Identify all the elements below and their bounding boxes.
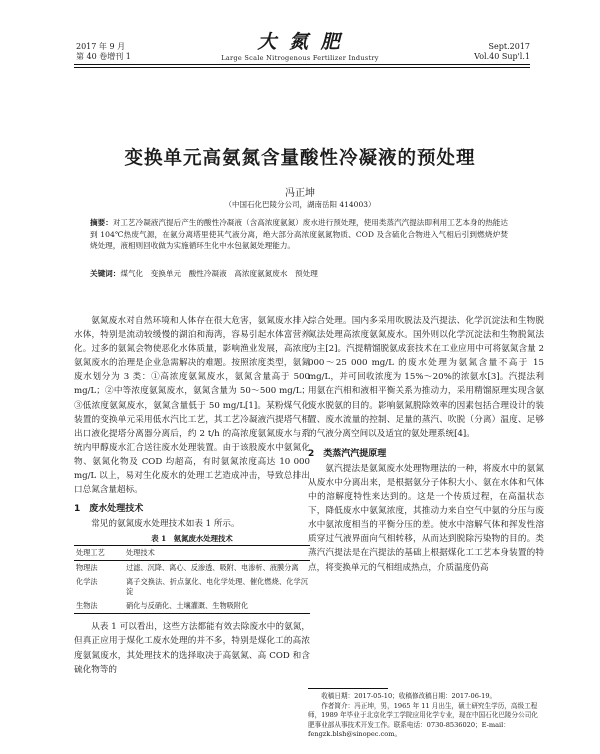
continued-paragraph: 综合处理。国内多采用吹脱法及汽提法、化学沉淀法和生物脱氮法处理高浓度氨氮废水。国外则以化学沉淀法和生物脱氮法为主[2]。汽提精馏脱氨成套技术在工业应用中可将氨氮含量 2 000～25 000 mg/L 的废水处理为氨氮含量不高于 15 mg/L，并可回收浓度为 15%～20%的浓氨水[3]。汽提法利用氨在汽相和液相平衡关系为推动力，采用精馏原理实现含氨废水脱氨的目的。影响氨氮脱除效率的因素包括合理设计的装置、废水流量的控制、足量的蒸汽、吹脱（分离）温度、足够的气液分离空间以及适宜的氨处理系统[4]。 — [308, 316, 544, 439]
article-affiliation: （中国石化巴陵分公司，湖南岳阳 414003） — [224, 200, 376, 209]
journal-subtitle: Large Scale Nitrogenous Fertilizer Industry — [221, 54, 379, 62]
header-volume: 第 40 卷增刊 1 — [76, 52, 131, 61]
table-1 — [74, 545, 310, 614]
section-1-paragraph-2: 从表 1 可以看出，这些方法都能有效去除废水中的氨氮，但真正应用于煤化工废水处理的并不多，特别是煤化工的高浓度氨氮废水，其处理技术的选择取决于高氨氮、高 COD 和含硫化物等的 — [74, 622, 310, 675]
journal-masthead — [200, 32, 400, 62]
table-row — [74, 561, 310, 576]
table-cell: 过滤、沉降、离心、反渗透、吸附、电渗析、液膜分离 — [126, 563, 299, 573]
footnote-author-bio: 作者简介：冯正坤，男，1965 年 11 月出生，硕士研究生学历，高级工程师，1989 年毕业于北京化学工学院应用化学专业，现在中国石化巴陵分公司化肥事业部从事技术开发工作。联系电话：0730-8536020；E-mail：fengzk.blsh@sinopec.com。 — [308, 701, 538, 739]
footnote-rule — [308, 688, 388, 689]
section-1-heading: 1 废水处理技术 — [74, 504, 144, 515]
running-header-right — [474, 42, 530, 62]
table-cell: 硝化与反硝化、土壤灌溉、生物吸附化 — [124, 599, 310, 614]
right-column — [308, 314, 544, 575]
footnote — [308, 692, 544, 740]
header-volume-en: Vol.40 Sup'l.1 — [474, 52, 530, 61]
section-1-paragraph: 常见的氨氮废水处理技术如表 1 所示。 — [91, 519, 240, 530]
journal-title: 大 氮 肥 — [257, 31, 343, 53]
abstract-text: 对工艺冷凝液汽提后产生的酸性冷凝液（含高浓度氨氮）废水进行预处理，使用类蒸汽汽提法即利用工艺本身的热能达到 104℃热废气源，在氨分离塔里使其气液分离，绝大部分高浓度氨氮物质、COD 及含硫化合物进入气相后引到燃烧炉焚烧处理，液相则回收做为实施循环生化中水包氨氮处理能力。 — [90, 218, 509, 250]
table-cell: 物理法 — [76, 563, 98, 573]
table-row — [74, 599, 310, 614]
table-cell: 生物法 — [74, 599, 124, 614]
left-column — [74, 314, 310, 677]
table-cell: 离子交换法、折点氯化、电化学处理、催化燃烧、化学沉淀 — [126, 577, 308, 597]
keywords-text: 煤气化 变换单元 酸性冷凝液 高浓度氨氮废水 预处理 — [120, 269, 318, 278]
header-date: 2017 年 9 月 — [76, 42, 126, 51]
abstract-label: 摘要： — [90, 218, 113, 227]
section-2-heading: 2 类蒸汽汽提原理 — [308, 448, 387, 459]
header-date-en: Sept.2017 — [488, 42, 530, 51]
article-title: 变换单元高氨氮含量酸性冷凝液的预处理 — [124, 148, 476, 169]
article-author: 冯正坤 — [285, 188, 315, 199]
abstract — [90, 217, 508, 252]
table-header: 处理工艺 — [74, 546, 124, 561]
table-1-caption: 表 1 氨氮废水处理技术 — [151, 534, 233, 544]
intro-paragraph: 氨氮废水对自然环境和人体存在很大危害，氨氮废水排入水体，特别是流动较缓慢的湖泊和海湾，容易引起水体富营养化。过多的氨氮会物使恶化水体质量，影响渔业发展，高浓度氨氮废水的治理是企业急需解决的难题。按照浓度类型，氨氮废水划分为 3 类：①高浓度氨氮废水，氨氮含量高于 500 mg/L；②中等浓度氨氮废水，氨氮含量为 50～500 mg/L；③低浓度氨氮废水，氨氮含量低于 50 mg/L[1]。某粉煤气化装置的变换单元采用低水汽比工艺，其工艺冷凝液汽提塔气相出口液化提塔分离器分离后，约 2 t/h 的高浓度氨氮废水与系统内甲醇废水汇合送往废水处理装置。由于该股废水中氨氮化物、氨氮化物及 COD 均超高，有时氨氮浓度高达 10 000 mg/L 以上，易对生化废水的处理工艺造成冲击，导致总排出口总氮含量超标。 — [74, 316, 310, 496]
table-header: 处理技术 — [124, 546, 310, 561]
table-row — [74, 575, 310, 599]
footnote-received: 收稿日期：2017-05-10；收稿修改稿日期：2017-06-19。 — [321, 692, 497, 700]
header-rule-thin — [74, 67, 530, 68]
header-rule — [74, 64, 530, 65]
keywords-label: 关键词： — [90, 269, 121, 278]
keywords — [90, 268, 508, 279]
section-2-paragraph: 氨汽提法是氨氮废水处理物理法的一种，将废水中的氨氮从废水中分离出来，是根据氨分子体积大小、氨在水体和气体中的溶解度特性来达到的。这是一个传质过程，在高温状态下，降低废水中氨氮浓度，其推动力来自空气中氨的分压与废水中氨浓度相当的平衡分压的差。使水中溶解气体和挥发性溶质穿过气液界面向气相转移，从而达到脱除污染物的目的。类蒸汽汽提法是在汽提法的基础上根据煤化工工艺本身装置的特点，将变换单元的气相组成热点，介质温度仍高 — [308, 463, 544, 573]
table-cell: 化学法 — [76, 577, 98, 587]
running-header-left — [76, 42, 131, 62]
